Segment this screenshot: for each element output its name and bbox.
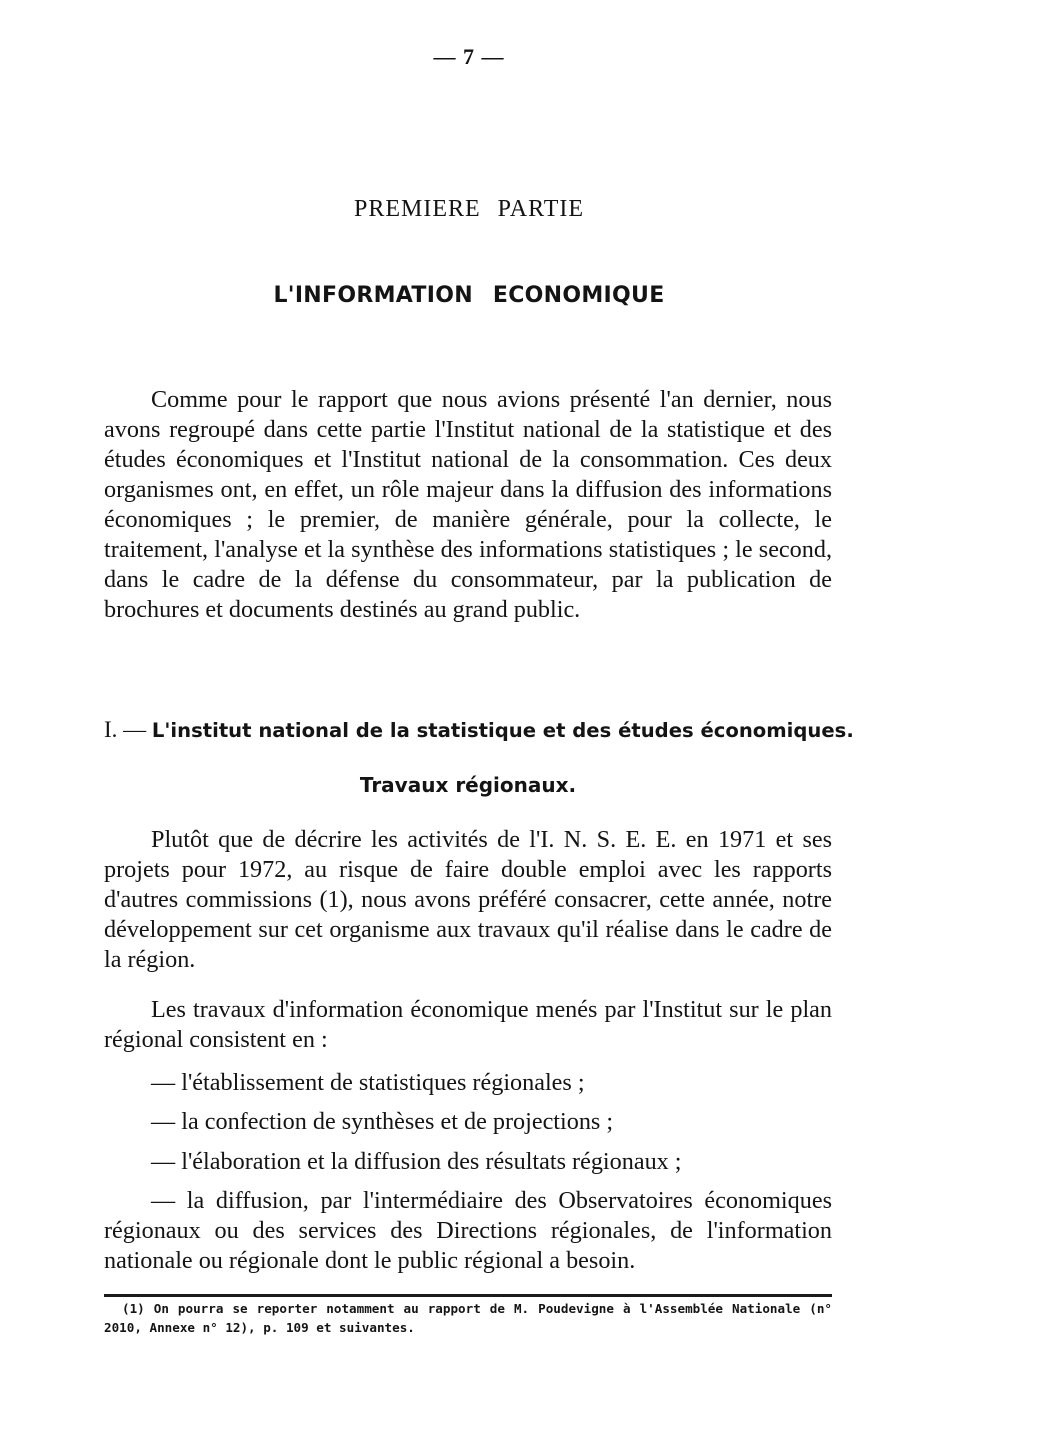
- list-item: — la confection de synthèses et de projections ;: [151, 1108, 614, 1135]
- part-title: L'INFORMATION ECONOMIQUE: [273, 283, 665, 308]
- footnote: (1) On pourra se reporter notamment au rapport de M. Poudevigne à l'Assemblée Nationale (n° 2010, Annexe n° 12), p. 109 et suivantes.: [104, 1301, 832, 1335]
- paragraph-regional-works: Les travaux d'information économique menés par l'Institut sur le plan régional consistent en :: [104, 996, 832, 1053]
- list-item: — l'établissement de statistiques régionales ;: [151, 1069, 585, 1096]
- section-number: I. —: [104, 717, 152, 742]
- paragraph-activities: Plutôt que de décrire les activités de l'I. N. S. E. E. en 1971 et ses projets pour 1972, au risque de faire double emploi avec les rapports d'autres commissions (1), nous avons préféré consacrer, cette année, notre développement sur cet organisme aux travaux qu'il réalise dans le cadre de la région.: [104, 826, 832, 973]
- part-heading: PREMIERE PARTIE: [353, 196, 585, 222]
- subsection-title: Travaux régionaux.: [359, 773, 577, 797]
- section-title: L'institut national de la statistique et des études économiques.: [151, 719, 854, 742]
- intro-paragraph: Comme pour le rapport que nous avions présenté l'an dernier, nous avons regroupé dans cette partie l'Institut national de la statistique et des études économiques et l'Institut national de la consommation. Ces deux organismes ont, en effet, un rôle majeur dans la diffusion des informations économiques ; le premier, de manière générale, pour la collecte, le traitement, l'analyse et la synthèse des informations statistiques ; le second, dans le cadre de la défense du consommateur, par la publication de brochures et documents destinés au grand public.: [104, 386, 832, 623]
- page-number: — 7 —: [433, 44, 505, 69]
- list-item: — la diffusion, par l'intermédiaire des Observatoires économiques régionaux ou des services des Directions régionales, de l'information nationale ou régionale dont le public régional a besoin.: [104, 1187, 832, 1274]
- list-item: — l'élaboration et la diffusion des résultats régionaux ;: [151, 1148, 682, 1175]
- footnote-rule: [104, 1294, 832, 1297]
- section-heading: [104, 717, 854, 743]
